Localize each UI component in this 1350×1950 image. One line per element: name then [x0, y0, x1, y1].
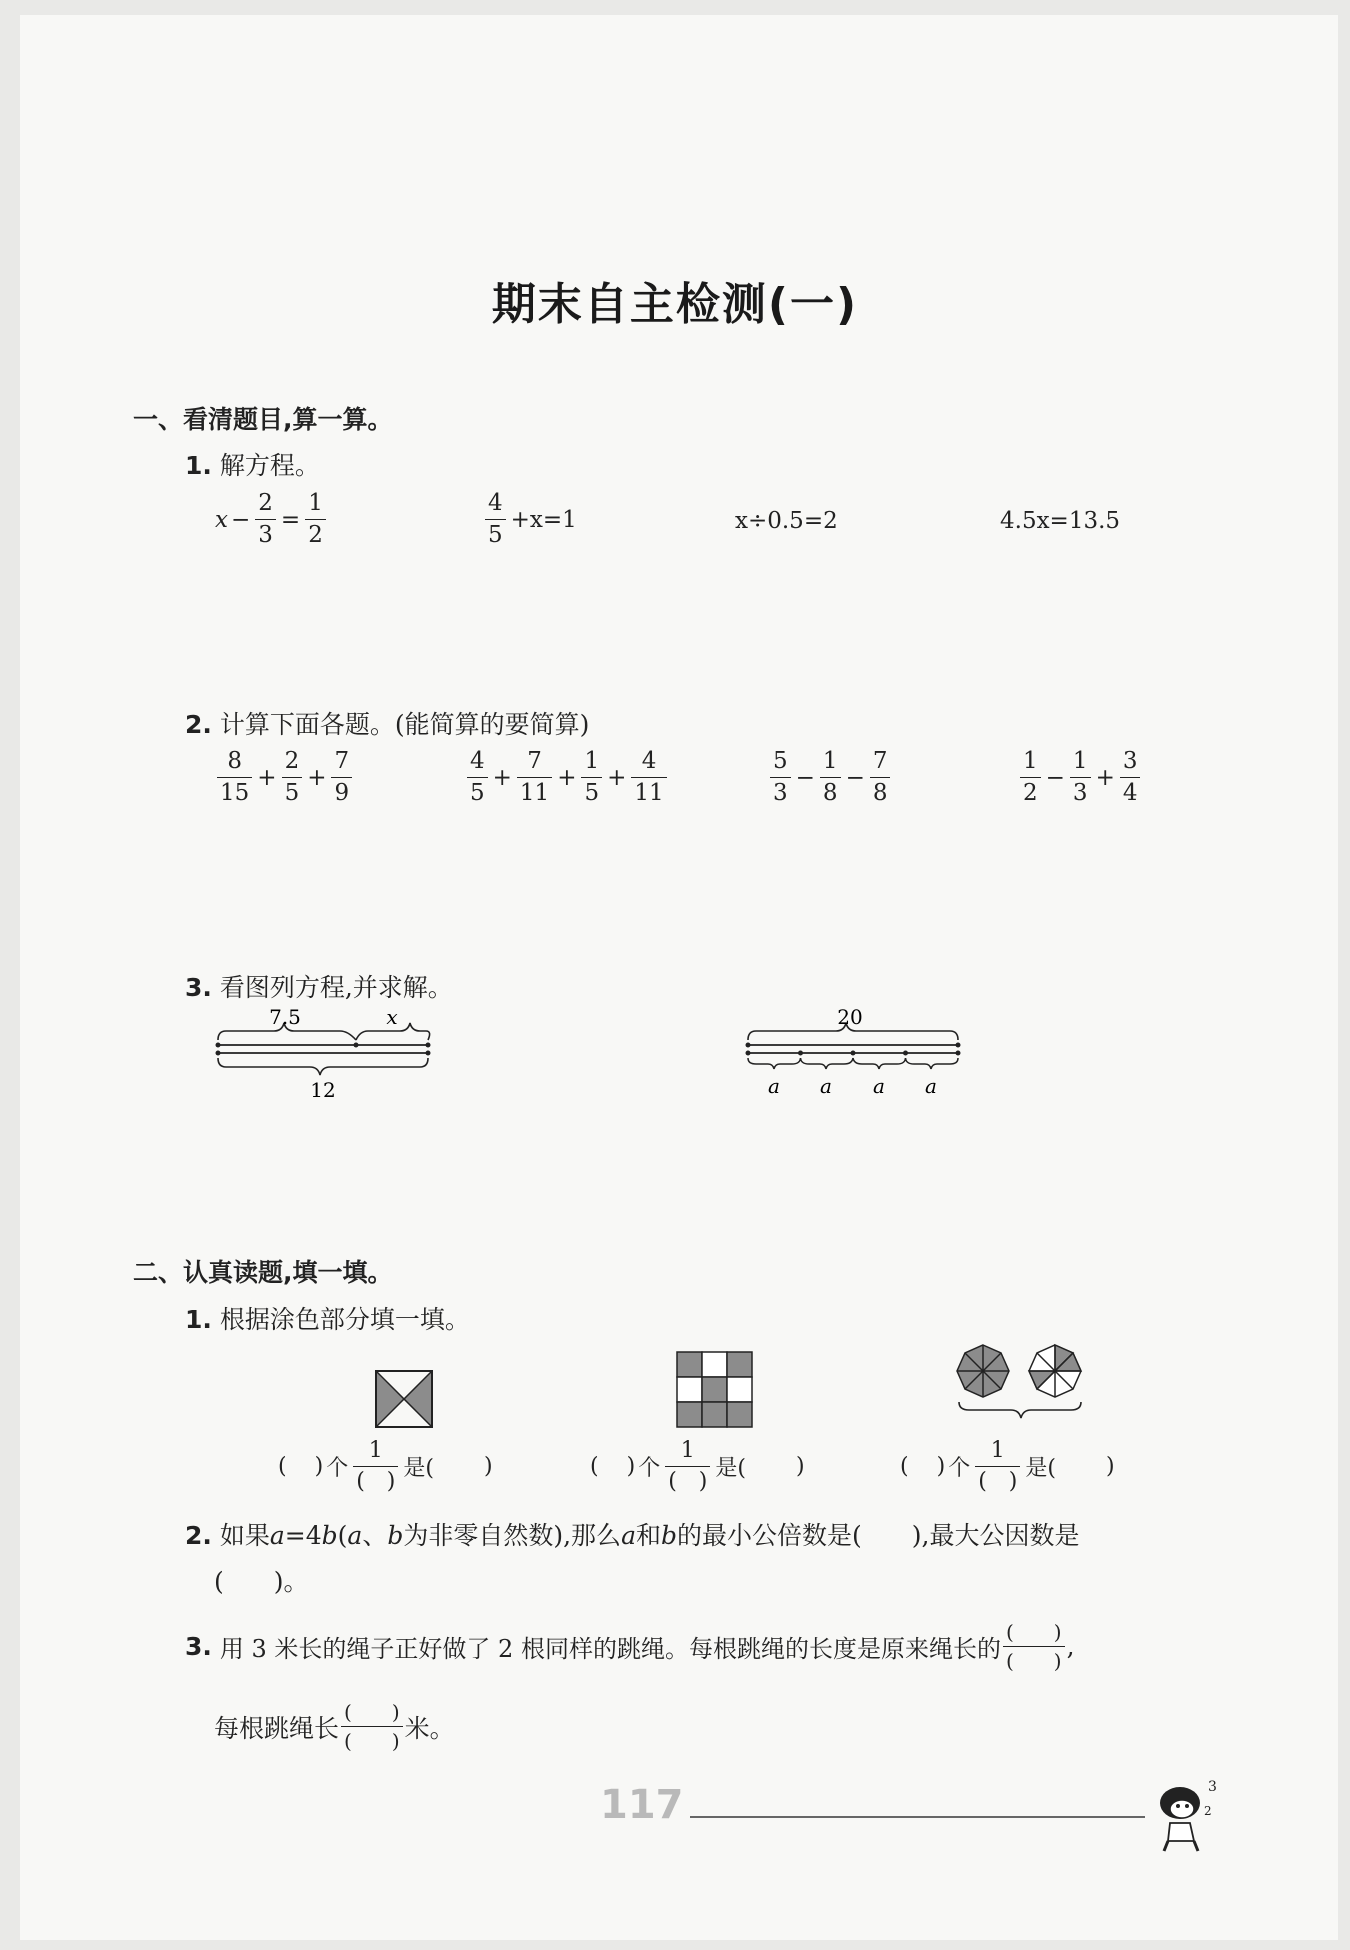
segment-diagram-2 [740, 1005, 970, 1105]
paren-close: ) [1105, 1454, 1115, 1479]
s1-q1-prompt [185, 446, 320, 482]
fraction: $\frac{4}{5}$ [485, 492, 506, 547]
denominator: 9 [331, 777, 352, 805]
denominator: 5 [467, 777, 488, 805]
paren-close: ) [626, 1454, 636, 1479]
fraction [217, 750, 252, 805]
denominator: 8 [820, 777, 841, 805]
fraction [331, 750, 352, 805]
s2-q3-line2: 每根跳绳长 $\frac{( )}{( )}$ 米。 [214, 1700, 455, 1753]
fraction [1070, 750, 1091, 805]
numerator: 2 [284, 748, 300, 774]
svg-text:2: 2 [1204, 1804, 1212, 1818]
label-a: a [768, 1074, 780, 1098]
equation-2: $\frac{4}{5}$ +x=1 [483, 492, 577, 547]
grid-3x3-figure [675, 1350, 755, 1430]
label-7-5: 7.5 [269, 1005, 301, 1029]
paren-open: ( [278, 1454, 287, 1479]
unit-ge: 个 [638, 1456, 661, 1481]
blank-fraction[interactable]: $\frac{( )}{( )}$ [341, 1702, 403, 1751]
numerator: 1 [1072, 748, 1088, 774]
paren-close: ) [314, 1454, 324, 1479]
s2-q2-text: 2. 如果a=4b(a、b为非零自然数),那么a和b的最小公倍数是( ),最大公因数是 [185, 1521, 1080, 1550]
label-20: 20 [837, 1005, 863, 1029]
numerator: 4 [641, 748, 657, 774]
footer-rule [690, 1816, 1145, 1818]
operator: + [257, 764, 277, 791]
label-a: a [820, 1074, 832, 1098]
operator: − [845, 764, 865, 791]
label-x: x [386, 1005, 398, 1029]
paren-close: ) [936, 1454, 946, 1479]
calc-1 [215, 750, 354, 805]
paren-close: ) [483, 1454, 493, 1479]
numerator: 3 [1122, 748, 1138, 774]
fraction [581, 750, 602, 805]
fraction [770, 750, 791, 805]
unit-ge: 个 [948, 1456, 971, 1481]
calc-3 [768, 750, 892, 805]
equation-3: x÷0.5=2 [735, 508, 838, 534]
denominator: 3 [1070, 777, 1091, 805]
fraction [282, 750, 303, 805]
fraction [631, 750, 666, 805]
page-number: 117 [600, 1782, 684, 1828]
label-a: a [925, 1074, 937, 1098]
numerator: 7 [527, 748, 542, 774]
unit-ge: 个 [326, 1456, 349, 1481]
operator: + [492, 764, 512, 791]
numerator: 1 [1023, 748, 1038, 774]
s2-q3-text: 3. 用 3 米长的绳子正好做了 2 根同样的跳绳。每根跳绳的长度是原来绳长的 $\frac{( )}{( )}$ , [185, 1620, 1075, 1673]
brace-bottom [218, 1058, 428, 1075]
numerator: 4 [470, 748, 485, 774]
s1-q3-text: 看图列方程,并求解。 [219, 973, 453, 1002]
octagon-pair-figure [945, 1340, 1105, 1450]
numerator: 8 [227, 748, 242, 774]
s2-q3-number: 3. [185, 1632, 212, 1661]
equation-4: 4.5x=13.5 [1000, 508, 1121, 534]
square-quarters-figure [374, 1369, 434, 1429]
is-label: 是( [403, 1456, 434, 1481]
fraction [1020, 750, 1041, 805]
fill-blank-2 [590, 1440, 805, 1493]
paren-open: ( [590, 1454, 599, 1479]
is-label: 是( [715, 1456, 746, 1481]
equation-1: x − $\frac{2}{3}$ = $\frac{1}{2}$ [215, 492, 328, 547]
paren-open: ( [900, 1454, 909, 1479]
blank-fraction[interactable]: $\frac{( )}{( )}$ [1003, 1622, 1065, 1671]
s1-q2-text: 计算下面各题。(能简算的要简算) [219, 710, 590, 739]
calc-4 [1018, 750, 1142, 805]
s1-q1-number: 1. [185, 451, 212, 480]
s1-q3-number: 3. [185, 973, 212, 1002]
fraction: $\frac{2}{3}$ [255, 492, 276, 547]
s2-q2-line2: ( )。 [214, 1567, 309, 1596]
paren-close: ) [795, 1454, 805, 1479]
denominator: 15 [217, 777, 252, 805]
fill-blank-3 [900, 1440, 1115, 1493]
operator: + [607, 764, 627, 791]
denominator: 11 [631, 777, 666, 805]
fraction [467, 750, 488, 805]
numerator: 7 [872, 748, 888, 774]
unit-fraction[interactable]: $\frac{1}{( )}$ [665, 1440, 710, 1493]
s1-q2-prompt [185, 705, 589, 741]
s2-q1-text: 根据涂色部分填一填。 [219, 1305, 470, 1334]
numerator: 1 [584, 748, 600, 774]
page-title: 期末自主检测(一) [491, 279, 859, 330]
mascot-icon [1140, 1775, 1225, 1855]
label-12: 12 [310, 1078, 336, 1102]
s1-q3-prompt [185, 968, 453, 1004]
operator: − [795, 764, 815, 791]
section1-heading: 一、看清题目,算一算。 [133, 405, 393, 434]
s1-q1-text: 解方程。 [219, 451, 320, 480]
fraction [870, 750, 891, 805]
operator: + [307, 764, 327, 791]
numerator: 5 [773, 748, 788, 774]
s2-q2-number: 2. [185, 1521, 212, 1550]
calc-2 [465, 750, 669, 805]
segment-diagram-1 [210, 1005, 440, 1105]
operator: − [1045, 764, 1065, 791]
svg-text:3: 3 [1208, 1779, 1217, 1795]
operator: + [1095, 764, 1115, 791]
denominator: 3 [770, 777, 791, 805]
denominator: 8 [870, 777, 891, 805]
fraction [517, 750, 552, 805]
operator: + [557, 764, 577, 791]
denominator: 4 [1120, 777, 1141, 805]
brace-under-octagons [959, 1402, 1081, 1418]
s2-q1-prompt [185, 1300, 470, 1336]
s2-q1-number: 1. [185, 1305, 212, 1334]
numerator: 1 [822, 748, 838, 774]
fraction: $\frac{1}{2}$ [305, 492, 326, 547]
denominator: 2 [1020, 777, 1041, 805]
denominator: 5 [282, 777, 303, 805]
fraction [1120, 750, 1141, 805]
denominator: 5 [581, 777, 602, 805]
is-label: 是( [1025, 1456, 1056, 1481]
numerator: 7 [334, 748, 350, 774]
denominator: 11 [517, 777, 552, 805]
label-a: a [873, 1074, 885, 1098]
fill-blank-1 [278, 1440, 493, 1493]
unit-fraction[interactable]: $\frac{1}{( )}$ [975, 1440, 1020, 1493]
unit-fraction[interactable]: $\frac{1}{( )}$ [353, 1440, 398, 1493]
section2-heading: 二、认真读题,填一填。 [133, 1258, 393, 1287]
fraction [820, 750, 841, 805]
s1-q2-number: 2. [185, 710, 212, 739]
